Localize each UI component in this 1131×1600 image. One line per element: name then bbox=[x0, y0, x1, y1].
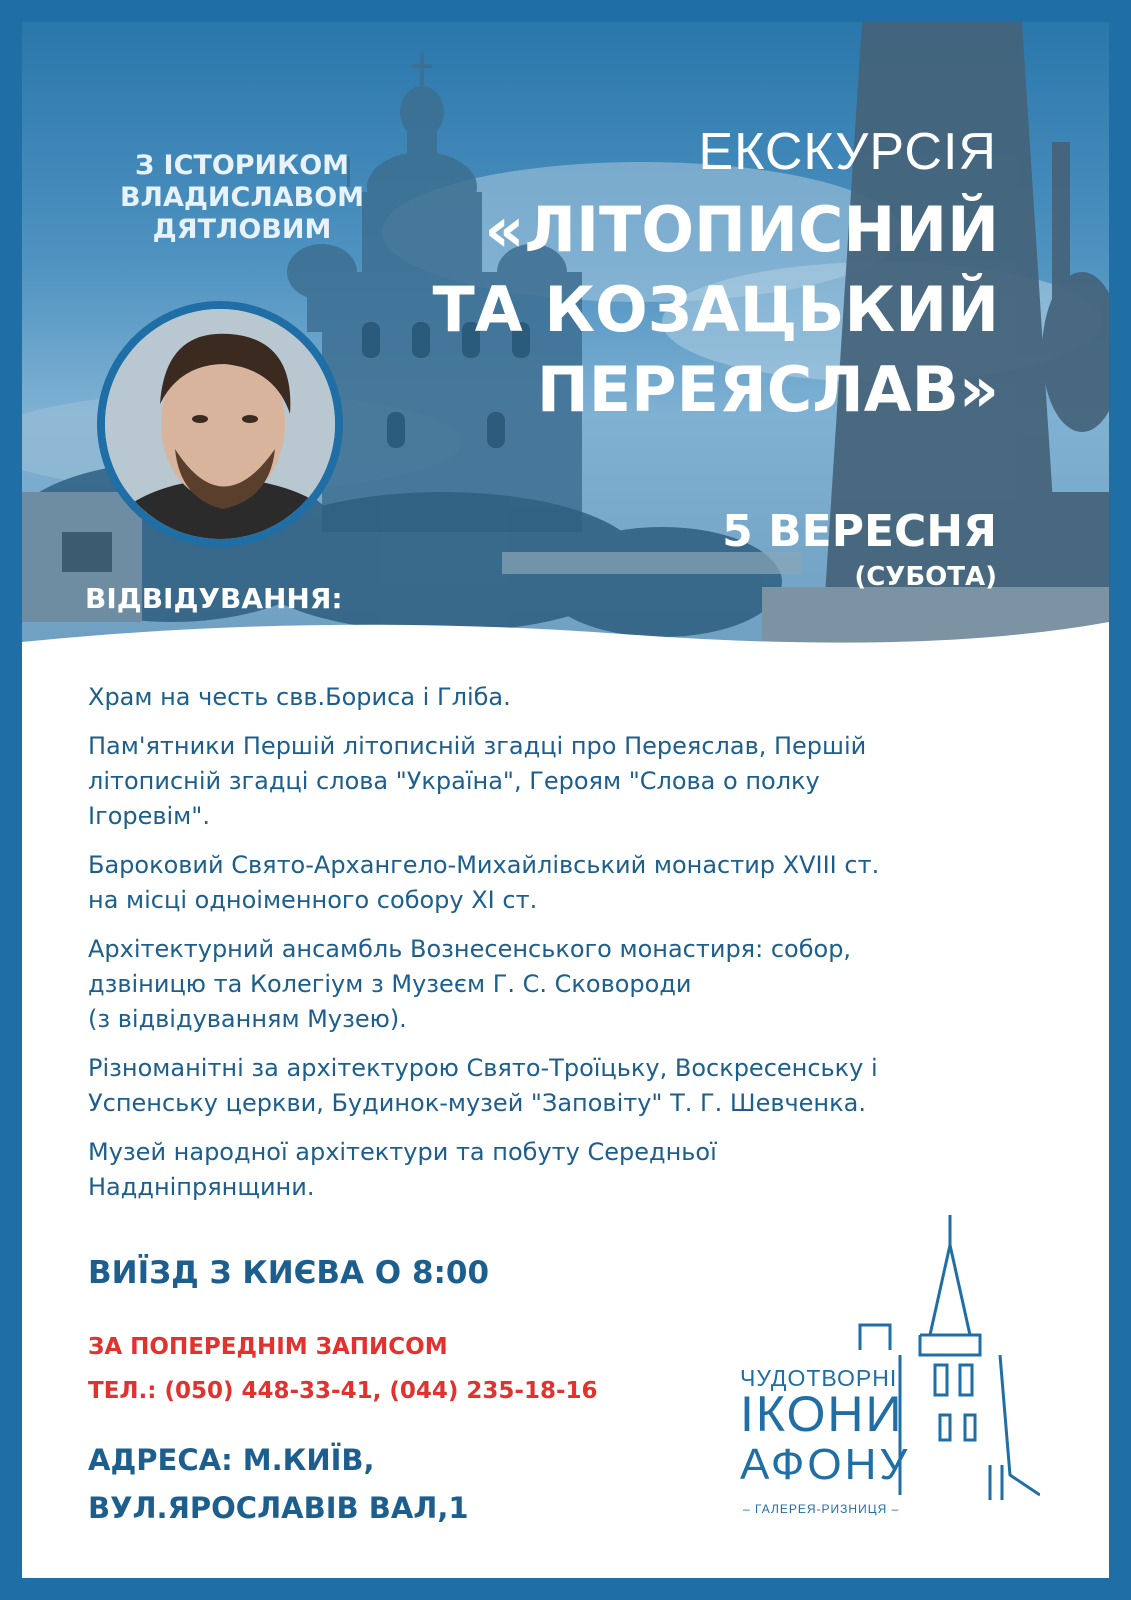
excursion-label: ЕКСКУРСІЯ bbox=[698, 123, 997, 181]
logo-line: ЧУДОТВОРНІ bbox=[740, 1365, 898, 1391]
historian-line: З ІСТОРИКОМ bbox=[134, 150, 350, 181]
list-item: Пам'ятники Першій літописній згадці про Переяслав, Першій літописній згадці слова "Україна", Героям "Слова о полку Ігоревім". bbox=[88, 732, 867, 830]
registration-note: ЗА ПОПЕРЕДНІМ ЗАПИСОМ bbox=[88, 1334, 448, 1360]
phone-numbers[interactable]: ТЕЛ.: (050) 448-33-41, (044) 235-18-16 bbox=[88, 1378, 598, 1404]
address-line: ВУЛ.ЯРОСЛАВІВ ВАЛ,1 bbox=[88, 1491, 469, 1525]
title-line: ТА КОЗАЦЬКИЙ bbox=[432, 273, 999, 346]
hero-banner bbox=[22, 22, 1109, 657]
excursion-date: 5 ВЕРЕСНЯ bbox=[722, 506, 997, 557]
visits-heading: ВІДВІДУВАННЯ: bbox=[85, 582, 343, 615]
title-line: «ЛІТОПИСНИЙ bbox=[484, 193, 999, 266]
title-line: ПЕРЕЯСЛАВ» bbox=[536, 353, 999, 426]
visits-list bbox=[88, 680, 1078, 1219]
list-item: Архітектурний ансамбль Вознесенського монастиря: собор, дзвіницю та Колегіум з Музеєм Г. С. Сковороди (з відвідуванням Музею). bbox=[88, 935, 852, 1033]
departure-time: ВИЇЗД З КИЄВА О 8:00 bbox=[88, 1255, 490, 1291]
logo-line: ІКОНИ bbox=[740, 1386, 904, 1442]
logo-tagline: – ГАЛЕРЕЯ-РИЗНИЦЯ – bbox=[743, 1502, 900, 1516]
logo-line: АФОНУ bbox=[740, 1440, 911, 1489]
list-item: Храм на честь свв.Бориса і Гліба. bbox=[88, 683, 511, 711]
excursion-title bbox=[299, 190, 999, 430]
list-item: Бароковий Свято-Архангело-Михайлівський монастир XVIII ст. на місці одноіменного собору XI ст. bbox=[88, 851, 880, 914]
excursion-weekday: (СУБОТА) bbox=[854, 562, 997, 592]
historian-line: ДЯТЛОВИМ bbox=[152, 214, 332, 245]
address-block bbox=[88, 1436, 469, 1532]
list-item: Різноманітні за архітектурою Свято-Троїцьку, Воскресенську і Успенську церкви, Будинок-музей "Заповіту" Т. Г. Шевченка. bbox=[88, 1054, 878, 1117]
address-line: АДРЕСА: М.КИЇВ, bbox=[88, 1443, 375, 1477]
list-item: Музей народної архітектури та побуту Середньої Наддніпрянщини. bbox=[88, 1138, 717, 1201]
historian-line: ВЛАДИСЛАВОМ bbox=[119, 182, 365, 213]
gallery-logo bbox=[740, 1215, 1040, 1535]
